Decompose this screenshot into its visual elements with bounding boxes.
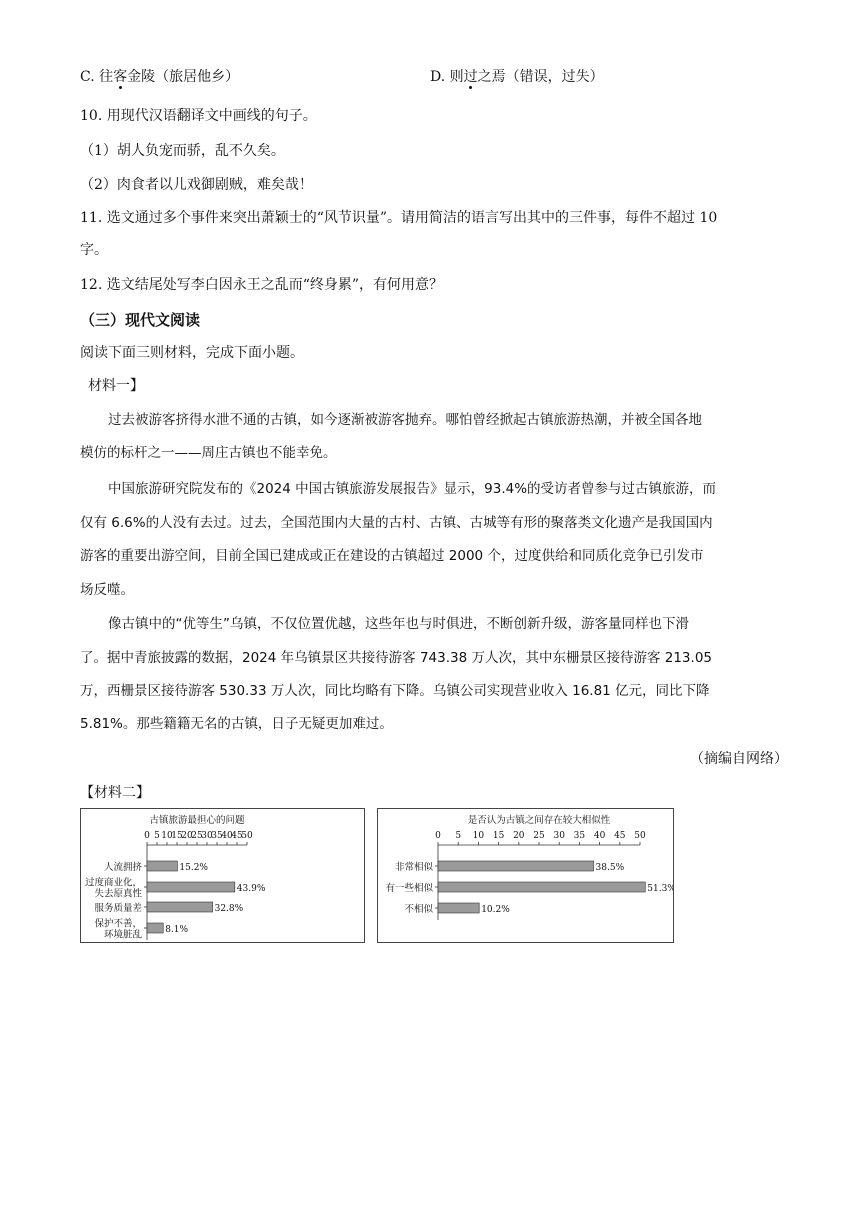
paragraph-3-line-4: 5.81%。那些籍籍无名的古镇，日子无疑更加难过。 (80, 716, 393, 732)
paragraph-2-line-3: 游客的重要出游空间，目前全国已建成或正在建设的古镇超过 2000 个，过度供给和同质化竞争已引发市 (80, 548, 704, 564)
x-tick-label: 30 (553, 831, 565, 841)
chart-worries-svg (81, 809, 364, 942)
category-label: 非常相似 (394, 862, 433, 873)
option-d-prefix: D. 则 (430, 69, 464, 85)
x-tick-label: 30 (201, 831, 213, 841)
bar (438, 861, 594, 871)
question-12: 12. 选文结尾处写李白因永王之乱而“终身累”，有何用意？ (80, 277, 444, 293)
paragraph-1-line-1: 过去被游客挤得水泄不通的古镇，如今逐渐被游客抛弃。哪怕曾经掀起古镇旅游热潮，并被全国各地 (108, 412, 702, 428)
x-tick-label: 45 (614, 831, 626, 841)
category-label: 有一些相似 (385, 883, 433, 894)
bar (438, 903, 479, 913)
data-label: 32.8% (214, 904, 244, 914)
x-tick-label: 10 (161, 831, 173, 841)
paragraph-1-line-2: 模仿的标杆之一——周庄古镇也不能幸免。 (80, 445, 337, 461)
source-note: （摘编自网络） (690, 751, 788, 767)
option-d (430, 67, 604, 87)
x-tick-label: 20 (181, 831, 193, 841)
x-tick-label: 0 (144, 831, 150, 841)
question-11-line1: 11. 选文通过多个事件来突出萧颖士的“风节识量”。请用简洁的语言写出其中的三件事，每件不超过 10 (80, 210, 718, 226)
section-instruction: 阅读下面三则材料，完成下面小题。 (80, 345, 304, 361)
question-10-1: （1）胡人负宠而骄，乱不久矣。 (80, 143, 285, 159)
x-tick-label: 25 (191, 831, 203, 841)
data-label: 51.3% (647, 884, 673, 894)
bar (147, 861, 177, 871)
question-10: 10. 用现代汉语翻译文中画线的句子。 (80, 108, 317, 124)
paragraph-2-line-2: 仅有 6.6%的人没有去过。过去，全国范围内大量的古村、古镇、古城等有形的聚落类文化遗产是我国国内 (80, 515, 713, 531)
option-c (80, 67, 239, 87)
category-label: 过度商业化， (84, 877, 142, 889)
x-tick-label: 5 (154, 831, 160, 841)
category-label: 服务质量差 (94, 903, 142, 914)
x-tick-label: 10 (472, 831, 485, 841)
material-1-label: 材料一】 (88, 378, 144, 394)
category-label: 保护不善， (94, 918, 142, 930)
x-tick-label: 50 (634, 831, 646, 841)
category-label: 失去原真性 (94, 888, 142, 900)
option-c-prefix: C. 往 (80, 69, 114, 85)
x-tick-label: 0 (435, 831, 441, 841)
data-label: 38.5% (595, 863, 625, 873)
paragraph-2-line-1: 中国旅游研究院发布的《2024 中国古镇旅游发展报告》显示，93.4%的受访者曾参与过古镇旅游，而 (108, 481, 717, 497)
option-c-suffix: 金陵（旅居他乡） (127, 69, 240, 85)
chart-title: 古镇旅游最担心的问题 (149, 815, 245, 826)
category-label: 环境脏乱 (103, 929, 142, 941)
bar (147, 882, 235, 892)
x-tick-label: 15 (171, 831, 183, 841)
option-d-suffix: 之焉（错误，过失） (477, 69, 604, 85)
chart-similarity-svg (378, 809, 673, 942)
paragraph-3-line-3: 万，西栅景区接待游客 530.33 万人次，同比均略有下降。乌镇公司实现营业收入 16.81 亿元，同比下降 (80, 683, 710, 699)
category-label: 不相似 (404, 904, 433, 915)
bar (147, 902, 213, 912)
question-10-2: （2）肉食者以儿戏御剧贼，难矣哉！ (80, 177, 313, 193)
material-2-label: 【材料二】 (80, 785, 150, 801)
option-d-dotted-char: 过 (463, 69, 478, 85)
data-label: 43.9% (236, 884, 266, 894)
paragraph-3-line-2: 了。据中青旅披露的数据，2024 年乌镇景区共接待游客 743.38 万人次，其中东栅景区接待游客 213.05 (80, 650, 712, 666)
chart-similarity (377, 808, 674, 943)
bar (147, 923, 163, 933)
data-label: 15.2% (179, 863, 208, 873)
x-tick-label: 25 (533, 831, 545, 841)
x-tick-label: 35 (211, 831, 223, 841)
x-tick-label: 35 (573, 831, 586, 841)
chart-title: 是否认为古镇之间存在较大相似性 (467, 815, 611, 826)
section-title: （三）现代文阅读 (80, 311, 201, 329)
category-label: 人流拥挤 (103, 862, 142, 873)
x-tick-label: 40 (221, 831, 233, 841)
question-11-line2: 字。 (80, 242, 108, 258)
data-label: 10.2% (481, 905, 510, 915)
data-label: 8.1% (165, 925, 189, 935)
paragraph-2-line-4: 场反噬。 (80, 582, 134, 598)
paragraph-3-line-1: 像古镇中的“优等生”乌镇，不仅位置优越，这些年也与时俱进，不断创新升级，游客量同样也下滑 (108, 616, 689, 632)
x-tick-label: 15 (492, 831, 505, 841)
x-tick-label: 45 (231, 831, 243, 841)
x-tick-label: 5 (455, 831, 462, 841)
x-tick-label: 40 (593, 831, 606, 841)
x-tick-label: 50 (241, 831, 253, 841)
x-tick-label: 20 (513, 831, 525, 841)
chart-worries (80, 808, 365, 943)
bar (438, 882, 645, 892)
option-c-dotted-char: 客 (113, 69, 128, 85)
